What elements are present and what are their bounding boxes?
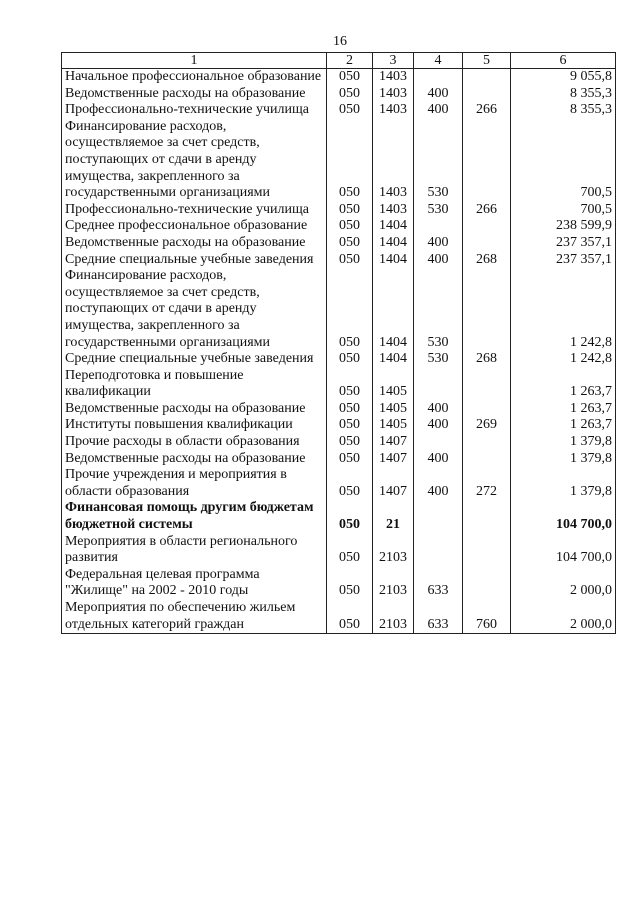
table-row <box>62 202 616 219</box>
row-amount-cell: 1 263,7 <box>511 401 616 418</box>
table-row <box>62 534 616 567</box>
row-target-item-cell: 400 <box>414 235 463 252</box>
table-row <box>62 500 616 533</box>
row-amount-cell: 8 355,3 <box>511 102 616 119</box>
row-chapter-cell: 050 <box>327 69 373 86</box>
row-target-item-cell: 400 <box>414 417 463 434</box>
row-amount-cell: 237 357,1 <box>511 252 616 269</box>
row-amount-cell: 8 355,3 <box>511 86 616 103</box>
row-amount-cell: 237 357,1 <box>511 235 616 252</box>
row-target-item-cell <box>414 500 463 533</box>
page-number: 16 <box>333 34 347 49</box>
row-amount-cell: 238 599,9 <box>511 218 616 235</box>
row-expense-type-cell <box>463 434 511 451</box>
row-target-item-cell: 400 <box>414 401 463 418</box>
row-target-item-cell <box>414 434 463 451</box>
row-section-cell: 1403 <box>373 86 414 103</box>
row-chapter-cell: 050 <box>327 467 373 500</box>
row-target-item-cell: 530 <box>414 202 463 219</box>
row-chapter-cell: 050 <box>327 268 373 351</box>
row-section-cell: 1404 <box>373 218 414 235</box>
row-target-item-cell <box>414 69 463 86</box>
table-row <box>62 368 616 401</box>
row-chapter-cell: 050 <box>327 252 373 269</box>
row-target-item-cell <box>414 218 463 235</box>
row-expense-type-cell <box>463 567 511 600</box>
row-name-cell: Мероприятия в области регионального развития <box>62 534 327 567</box>
row-chapter-cell: 050 <box>327 534 373 567</box>
table-row <box>62 401 616 418</box>
row-section-cell: 1405 <box>373 417 414 434</box>
row-expense-type-cell: 760 <box>463 600 511 634</box>
header-col-6: 6 <box>511 53 616 69</box>
row-expense-type-cell <box>463 86 511 103</box>
table-row <box>62 69 616 86</box>
row-expense-type-cell <box>463 119 511 202</box>
row-chapter-cell: 050 <box>327 500 373 533</box>
row-amount-cell: 9 055,8 <box>511 69 616 86</box>
row-target-item-cell: 633 <box>414 567 463 600</box>
table-header <box>62 53 616 69</box>
row-chapter-cell: 050 <box>327 202 373 219</box>
table-body <box>62 69 616 634</box>
row-name-cell: Финансовая помощь другим бюджетам бюджетной системы <box>62 500 327 533</box>
row-section-cell: 1403 <box>373 102 414 119</box>
row-section-cell: 1403 <box>373 69 414 86</box>
row-name-cell: Ведомственные расходы на образование <box>62 235 327 252</box>
row-name-cell: Прочие учреждения и мероприятия в области образования <box>62 467 327 500</box>
row-expense-type-cell <box>463 235 511 252</box>
row-expense-type-cell <box>463 368 511 401</box>
row-expense-type-cell <box>463 534 511 567</box>
row-name-cell: Профессионально-технические училища <box>62 202 327 219</box>
row-section-cell: 1404 <box>373 235 414 252</box>
row-chapter-cell: 050 <box>327 417 373 434</box>
budget-table <box>61 52 616 634</box>
row-amount-cell: 700,5 <box>511 202 616 219</box>
row-target-item-cell: 633 <box>414 600 463 634</box>
row-section-cell: 1403 <box>373 202 414 219</box>
row-chapter-cell: 050 <box>327 102 373 119</box>
row-section-cell: 1404 <box>373 351 414 368</box>
table-row <box>62 235 616 252</box>
table-row <box>62 567 616 600</box>
row-section-cell: 21 <box>373 500 414 533</box>
row-name-cell: Средние специальные учебные заведения <box>62 351 327 368</box>
row-amount-cell: 2 000,0 <box>511 600 616 634</box>
row-amount-cell: 700,5 <box>511 119 616 202</box>
row-section-cell: 1407 <box>373 467 414 500</box>
row-section-cell: 1405 <box>373 368 414 401</box>
row-target-item-cell: 400 <box>414 467 463 500</box>
table-row <box>62 119 616 202</box>
row-section-cell: 1407 <box>373 434 414 451</box>
header-col-4: 4 <box>414 53 463 69</box>
row-amount-cell: 1 379,8 <box>511 451 616 468</box>
header-col-5: 5 <box>463 53 511 69</box>
table-row <box>62 417 616 434</box>
table-row <box>62 600 616 634</box>
table-row <box>62 102 616 119</box>
row-name-cell: Институты повышения квалификации <box>62 417 327 434</box>
row-target-item-cell: 400 <box>414 252 463 269</box>
table-row <box>62 218 616 235</box>
row-chapter-cell: 050 <box>327 119 373 202</box>
row-name-cell: Среднее профессиональное образование <box>62 218 327 235</box>
row-amount-cell: 1 379,8 <box>511 467 616 500</box>
table-row <box>62 467 616 500</box>
row-chapter-cell: 050 <box>327 401 373 418</box>
row-chapter-cell: 050 <box>327 368 373 401</box>
row-section-cell: 1405 <box>373 401 414 418</box>
row-amount-cell: 1 379,8 <box>511 434 616 451</box>
row-chapter-cell: 050 <box>327 218 373 235</box>
row-amount-cell: 1 242,8 <box>511 351 616 368</box>
table-row <box>62 268 616 351</box>
row-name-cell: Финансирование расходов, осуществляемое за счет средств, поступающих от сдачи в аренду имущества, закрепленного за государственными организациями <box>62 268 327 351</box>
row-target-item-cell: 400 <box>414 86 463 103</box>
row-expense-type-cell: 268 <box>463 252 511 269</box>
table-row <box>62 351 616 368</box>
row-name-cell: Ведомственные расходы на образование <box>62 451 327 468</box>
row-expense-type-cell <box>463 69 511 86</box>
row-chapter-cell: 050 <box>327 351 373 368</box>
row-expense-type-cell: 266 <box>463 102 511 119</box>
row-amount-cell: 104 700,0 <box>511 534 616 567</box>
row-section-cell: 2103 <box>373 600 414 634</box>
row-name-cell: Федеральная целевая программа "Жилище" на 2002 - 2010 годы <box>62 567 327 600</box>
row-name-cell: Ведомственные расходы на образование <box>62 86 327 103</box>
row-target-item-cell <box>414 368 463 401</box>
row-target-item-cell: 400 <box>414 451 463 468</box>
row-section-cell: 1403 <box>373 119 414 202</box>
row-expense-type-cell: 268 <box>463 351 511 368</box>
row-chapter-cell: 050 <box>327 86 373 103</box>
row-section-cell: 2103 <box>373 567 414 600</box>
row-name-cell: Мероприятия по обеспечению жильем отдельных категорий граждан <box>62 600 327 634</box>
row-chapter-cell: 050 <box>327 567 373 600</box>
row-name-cell: Ведомственные расходы на образование <box>62 401 327 418</box>
row-name-cell: Переподготовка и повышение квалификации <box>62 368 327 401</box>
row-target-item-cell <box>414 534 463 567</box>
row-amount-cell: 1 263,7 <box>511 368 616 401</box>
header-col-3: 3 <box>373 53 414 69</box>
row-name-cell: Профессионально-технические училища <box>62 102 327 119</box>
row-expense-type-cell <box>463 451 511 468</box>
row-chapter-cell: 050 <box>327 451 373 468</box>
table-row <box>62 434 616 451</box>
row-expense-type-cell: 272 <box>463 467 511 500</box>
row-target-item-cell: 530 <box>414 268 463 351</box>
row-target-item-cell: 530 <box>414 119 463 202</box>
row-name-cell: Средние специальные учебные заведения <box>62 252 327 269</box>
row-expense-type-cell <box>463 500 511 533</box>
row-name-cell: Начальное профессиональное образование <box>62 69 327 86</box>
row-expense-type-cell: 266 <box>463 202 511 219</box>
row-chapter-cell: 050 <box>327 434 373 451</box>
table-row <box>62 451 616 468</box>
header-col-1: 1 <box>62 53 327 69</box>
row-section-cell: 1404 <box>373 252 414 269</box>
row-chapter-cell: 050 <box>327 235 373 252</box>
row-target-item-cell: 400 <box>414 102 463 119</box>
table-row <box>62 86 616 103</box>
row-name-cell: Финансирование расходов, осуществляемое за счет средств, поступающих от сдачи в аренду имущества, закрепленного за государственными организациями <box>62 119 327 202</box>
row-section-cell: 1404 <box>373 268 414 351</box>
table-row <box>62 252 616 269</box>
row-expense-type-cell: 269 <box>463 417 511 434</box>
row-section-cell: 2103 <box>373 534 414 567</box>
header-row <box>62 53 616 69</box>
row-expense-type-cell <box>463 218 511 235</box>
row-section-cell: 1407 <box>373 451 414 468</box>
row-amount-cell: 1 242,8 <box>511 268 616 351</box>
row-amount-cell: 104 700,0 <box>511 500 616 533</box>
row-expense-type-cell <box>463 401 511 418</box>
row-name-cell: Прочие расходы в области образования <box>62 434 327 451</box>
row-amount-cell: 2 000,0 <box>511 567 616 600</box>
row-expense-type-cell <box>463 268 511 351</box>
row-target-item-cell: 530 <box>414 351 463 368</box>
row-chapter-cell: 050 <box>327 600 373 634</box>
row-amount-cell: 1 263,7 <box>511 417 616 434</box>
header-col-2: 2 <box>327 53 373 69</box>
